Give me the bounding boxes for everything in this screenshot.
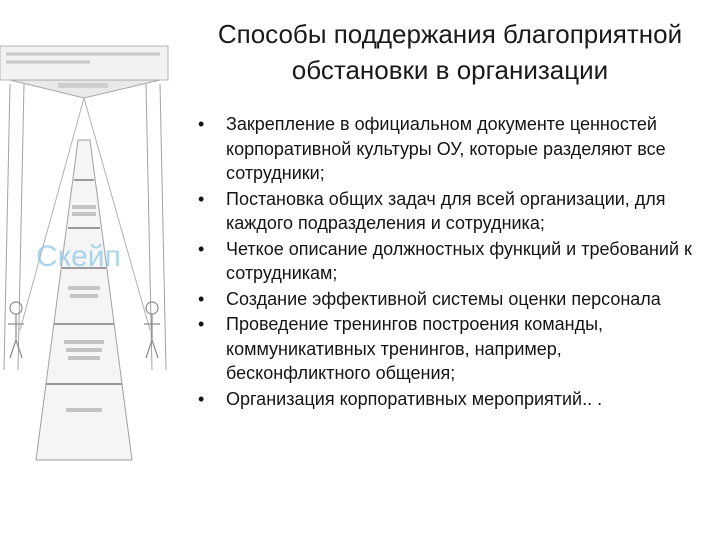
pyramid-diagram-icon [0,40,170,520]
bullet-item [196,112,696,186]
bullet-text: Организация корпоративных мероприятий.. . [226,388,603,409]
bullet-item [196,237,696,286]
pyramid-diagram [0,40,170,520]
bullet-item [196,287,696,312]
bullet-marker: • [198,314,205,334]
bullet-text: Закрепление в официальном документе ценностей корпоративной культуры ОУ, которые разделяют все сотрудники; [226,114,666,183]
bullet-text: Создание эффективной системы оценки персонала [226,288,661,309]
title-line-2: обстановки в организации [291,55,609,85]
bullet-text: Проведение тренингов построения команды, коммуникативных тренингов, например, бесконфликтного общения; [226,314,604,383]
bullet-marker: • [198,388,205,409]
bullet-marker: • [198,238,205,259]
slide-title [180,16,720,88]
bullet-text: Четкое описание должностных функций и требований к сотрудникам; [226,238,692,283]
bullet-marker: • [198,288,205,309]
bullet-list [196,112,696,412]
watermark-logo: Скейп [36,240,121,273]
bullet-item [196,312,696,386]
bullet-item [196,187,696,236]
bullet-marker: • [198,114,205,134]
title-line-1: Способы поддержания благоприятной [217,19,683,49]
bullet-text: Постановка общих задач для всей организации, для каждого подразделения и сотрудника; [226,188,666,233]
bullet-item [196,387,696,412]
bullet-marker: • [198,188,205,209]
